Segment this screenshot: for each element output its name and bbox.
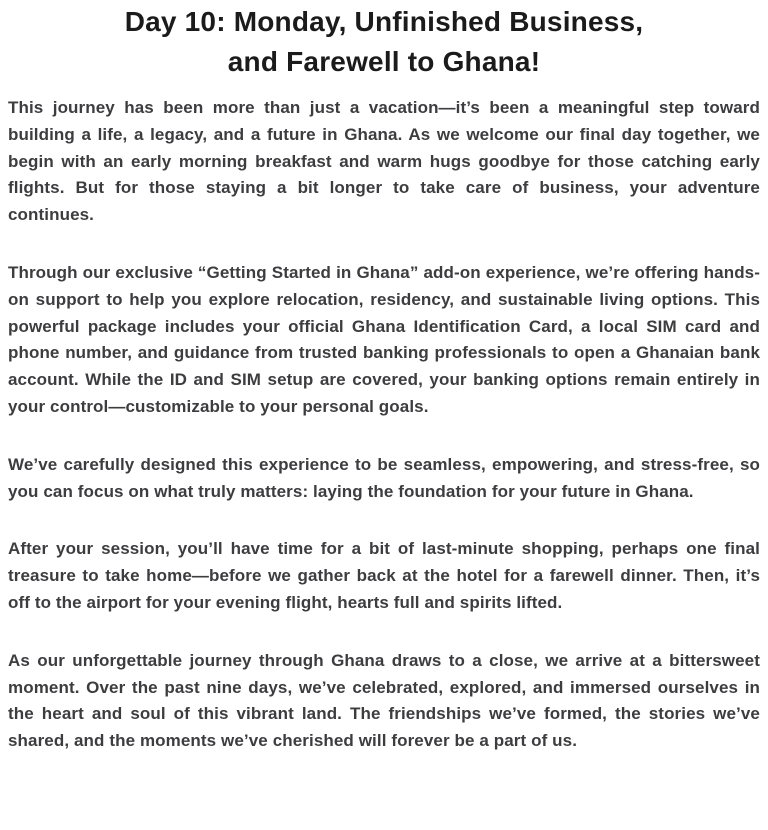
paragraph-shopping-farewell: After your session, you’ll have time for a bit of last-minute shopping, perhaps one final treasure to take home—before we gather back at the hotel for a farewell dinner. Then, it’s off to the airport for your evening flight, hearts full and spirits lifted. — [8, 539, 760, 612]
paragraph-intro: This journey has been more than just a vacation—it’s been a meaningful step toward building a life, a legacy, and a future in Ghana. As we welcome our final day together, we begin with an early morning breakfast and warm hugs goodbye for those catching early flights. But for those staying a bit longer to take care of business, your adventure continues. — [8, 98, 760, 225]
page-title-line-2: and Farewell to Ghana! — [227, 46, 541, 77]
document-body — [8, 95, 760, 755]
page-title — [8, 2, 760, 82]
paragraph-addon-experience: Through our exclusive “Getting Started in Ghana” add-on experience, we’re offering hands-on support to help you explore relocation, residency, and sustainable living options. This powerful package includes your official Ghana Identification Card, a local SIM card and phone number, and guidance from trusted banking professionals to open a Ghanaian bank account. While the ID and SIM setup are covered, your banking options remain entirely in your control—customizable to your personal goals. — [8, 262, 760, 416]
paragraph-closing: As our unforgettable journey through Ghana draws to a close, we arrive at a bittersweet moment. Over the past nine days, we’ve celebrated, explored, and immersed ourselves in the heart and soul of this vibrant land. The friendships we’ve formed, the stories we’ve shared, and the moments we’ve cherished will forever be a part of us. — [8, 650, 760, 751]
page-title-line-1: Day 10: Monday, Unfinished Business, — [124, 6, 644, 37]
paragraph-seamless-design: We’ve carefully designed this experience to be seamless, empowering, and stress-free, so you can focus on what truly matters: laying the foundation for your future in Ghana. — [8, 454, 760, 501]
